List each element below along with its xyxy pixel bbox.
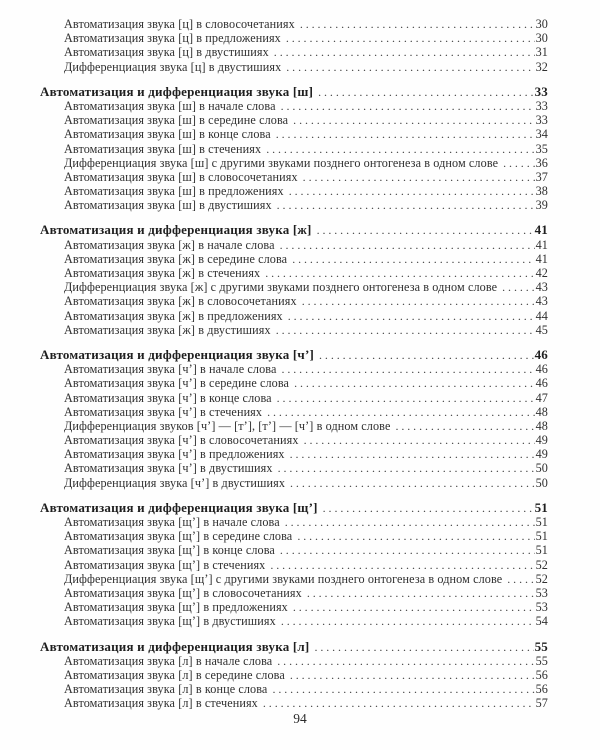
dot-leader [278,461,535,475]
toc-heading-page: 46 [534,346,548,362]
dot-leader [314,640,533,654]
dot-leader [281,362,534,376]
toc-entry [40,515,548,529]
toc-entry-page: 33 [535,113,548,128]
toc-entry-page: 53 [535,600,548,615]
toc-entry-page: 35 [535,141,548,156]
toc-entry-label: Автоматизация звука [ч’] в предложениях [64,447,285,462]
toc-entry-label: Автоматизация звука [ш] в двустишиях [64,198,272,213]
toc-entry-page: 57 [535,696,548,711]
toc-entry-page: 51 [535,515,548,529]
toc-heading-page: 41 [534,222,548,238]
toc-entry-label: Автоматизация звука [ш] в конце слова [64,127,271,142]
toc-entry-label: Автоматизация звука [щ’] в стечениях [64,557,266,572]
toc-entry-page: 51 [535,543,548,558]
dot-leader [277,391,535,405]
toc-heading-page: 33 [534,83,548,99]
dot-leader [265,266,534,280]
toc-heading-label: Автоматизация и дифференциация звука [ж] [40,222,312,238]
dot-leader [290,476,535,490]
toc-entry-page: 39 [535,198,548,213]
dot-leader [317,223,534,237]
dot-leader [277,198,535,212]
toc-entry-page: 56 [535,667,548,682]
toc-entry-label: Автоматизация звука [ж] в начале слова [64,237,275,252]
toc-entry [40,266,548,280]
toc-entry-label: Автоматизация звука [ч’] в начале слова [64,362,277,377]
dot-leader [304,433,535,447]
toc-entry-label: Автоматизация звука [л] в середине слова [64,667,285,682]
toc-section-heading [40,223,548,237]
toc-entry [40,362,548,376]
toc-entry-page: 51 [535,529,548,544]
toc-entry [40,668,548,682]
dot-leader [303,170,535,184]
toc-entry-page: 43 [535,294,548,309]
toc-entry-page: 54 [535,614,548,629]
toc-entry-label: Автоматизация звука [ж] в словосочетаниях [64,294,297,309]
dot-leader [276,323,535,337]
dot-leader [300,17,535,31]
toc-entry-label: Автоматизация звука [щ’] в предложениях [64,600,288,615]
toc-entry [40,294,548,308]
toc-section-ts [40,17,548,74]
toc-entry-page: 32 [535,59,548,74]
toc-entry [40,614,548,628]
dot-leader [277,654,534,668]
toc-entry-label: Дифференциация звука [ш] с другими звуками позднего онтогенеза в одном слове [64,155,499,170]
toc-entry-page: 44 [535,308,548,323]
toc-entry-page: 55 [535,653,548,668]
toc-entry-page: 45 [535,322,548,337]
dot-leader [307,586,535,600]
dot-leader [503,156,535,170]
dot-leader [289,184,535,198]
toc-entry [40,558,548,572]
toc-entry [40,543,548,557]
dot-leader [280,238,535,252]
toc-entry-page: 36 [535,155,548,170]
toc-entry-label: Автоматизация звука [щ’] в конце слова [64,543,275,558]
toc-entry-page: 42 [535,266,548,280]
toc-entry [40,419,548,433]
toc-entry [40,113,548,127]
dot-leader [395,419,534,433]
toc-entry-label: Автоматизация звука [ш] в начале слова [64,98,276,113]
toc-entry-page: 46 [535,376,548,391]
toc-entry-label: Автоматизация звука [л] в конце слова [64,682,268,697]
toc-entry-page: 41 [535,237,548,252]
dot-leader [280,543,535,557]
toc-heading-label: Автоматизация и дифференциация звука [л] [40,638,310,654]
toc-entry-label: Автоматизация звука [ч’] в конце слова [64,390,272,405]
toc-entry-page: 43 [535,280,548,295]
toc-entry [40,252,548,266]
toc-entry-label: Автоматизация звука [ж] в предложениях [64,308,283,323]
toc-entry-label: Дифференциация звуков [ч’] — [т’], [т’] — [ч’] в одном слове [64,418,391,433]
toc-entry-page: 41 [535,251,548,266]
dot-leader [281,614,535,628]
toc-heading-page: 55 [534,638,548,654]
toc-entry-page: 56 [535,682,548,697]
dot-leader [318,85,533,99]
dot-leader [290,447,535,461]
toc-entry [40,447,548,461]
toc-entry-label: Автоматизация звука [ц] в двустишиях [64,45,269,60]
dot-leader [293,600,535,614]
toc-entry [40,433,548,447]
toc-entry-label: Автоматизация звука [л] в начале слова [64,653,273,668]
dot-leader [323,501,534,515]
toc-section-zh [40,223,548,337]
toc-entry [40,376,548,390]
toc-entry-label: Автоматизация звука [щ’] в словосочетаниях [64,585,302,600]
toc-entry [40,198,548,212]
dot-leader [292,252,534,266]
toc-entry-page: 52 [535,557,548,572]
toc-heading-label: Автоматизация и дифференциация звука [ш] [40,83,314,99]
dot-leader [274,45,535,59]
table-of-contents [40,17,548,710]
dot-leader [263,696,535,710]
toc-entry-label: Автоматизация звука [ш] в предложениях [64,184,284,199]
toc-entry-label: Автоматизация звука [ч’] в словосочетаниях [64,433,299,448]
toc-entry-page: 30 [535,17,548,31]
toc-entry-label: Автоматизация звука [ж] в двустишиях [64,322,271,337]
toc-entry [40,476,548,490]
toc-section-sh [40,85,548,213]
toc-entry [40,529,548,543]
dot-leader [502,280,534,294]
toc-section-heading [40,85,548,99]
dot-leader [286,60,534,74]
dot-leader [288,309,535,323]
toc-entry-label: Автоматизация звука [ш] в стечениях [64,141,262,156]
toc-section-l [40,640,548,711]
toc-entry [40,696,548,710]
toc-entry-label: Автоматизация звука [ч’] в стечениях [64,404,263,419]
toc-section-ch [40,348,548,490]
toc-entry-page: 48 [535,404,548,419]
toc-entry-label: Автоматизация звука [ж] в середине слова [64,251,288,266]
toc-entry-page: 34 [535,127,548,142]
toc-entry-page: 31 [535,45,548,60]
dot-leader [276,127,535,141]
dot-leader [290,668,535,682]
toc-entry [40,184,548,198]
toc-entry-label: Дифференциация звука [щ’] с другими звуками позднего онтогенеза в одном слове [64,571,503,586]
toc-entry [40,586,548,600]
toc-entry-label: Автоматизация звука [ч’] в середине слова [64,376,290,391]
toc-entry [40,391,548,405]
toc-entry-label: Автоматизация звука [ц] в предложениях [64,31,281,46]
toc-section-heading [40,640,548,654]
toc-entry [40,600,548,614]
dot-leader [267,405,535,419]
toc-entry-page: 49 [535,433,548,448]
toc-entry [40,654,548,668]
toc-entry-page: 52 [535,571,548,586]
toc-entry-label: Автоматизация звука [л] в стечениях [64,696,258,711]
toc-entry-label: Дифференциация звука [ц] в двустишиях [64,59,282,74]
toc-entry [40,17,548,31]
dot-leader [297,529,534,543]
toc-entry [40,170,548,184]
toc-entry [40,682,548,696]
toc-entry-label: Дифференциация звука [ж] с другими звуками позднего онтогенеза в одном слове [64,280,498,295]
toc-entry-label: Автоматизация звука [щ’] в двустишиях [64,614,276,629]
toc-entry-page: 47 [535,390,548,405]
dot-leader [507,572,534,586]
toc-entry [40,461,548,475]
toc-heading-label: Автоматизация и дифференциация звука [щ’] [40,499,318,515]
toc-entry-label: Дифференциация звука [ч’] в двустишиях [64,475,286,490]
toc-section-heading [40,348,548,362]
toc-entry [40,572,548,586]
toc-entry [40,309,548,323]
toc-entry [40,323,548,337]
dot-leader [272,682,534,696]
toc-entry-label: Автоматизация звука [ш] в словосочетаниях [64,169,298,184]
toc-entry-page: 50 [535,475,548,490]
toc-entry-page: 37 [535,169,548,184]
page-number: 94 [293,711,307,726]
toc-entry-page: 33 [535,98,548,113]
toc-entry [40,280,548,294]
toc-entry [40,127,548,141]
dot-leader [319,348,534,362]
toc-entry [40,156,548,170]
toc-entry [40,60,548,74]
toc-entry-label: Автоматизация звука [ч’] в двустишиях [64,461,273,476]
toc-entry [40,31,548,45]
dot-leader [266,142,534,156]
toc-entry-page: 49 [535,447,548,462]
toc-entry-label: Автоматизация звука [ш] в середине слова [64,113,289,128]
dot-leader [270,558,534,572]
toc-heading-page: 51 [534,499,548,515]
dot-leader [286,31,535,45]
toc-entry [40,405,548,419]
toc-entry-page: 30 [535,31,548,46]
toc-heading-label: Автоматизация и дифференциация звука [ч’] [40,346,315,362]
toc-entry-page: 50 [535,461,548,476]
toc-entry [40,238,548,252]
dot-leader [302,294,535,308]
toc-entry-label: Автоматизация звука [ж] в стечениях [64,266,261,280]
toc-entry-page: 53 [535,585,548,600]
toc-section-shch [40,501,548,629]
toc-section-heading [40,501,548,515]
dot-leader [294,376,535,390]
toc-entry-label: Автоматизация звука [щ’] в начале слова [64,515,280,529]
dot-leader [285,515,535,529]
toc-entry-page: 46 [535,362,548,377]
toc-entry [40,142,548,156]
toc-entry-label: Автоматизация звука [щ’] в середине слова [64,529,293,544]
toc-entry-page: 38 [535,184,548,199]
toc-entry-page: 48 [535,418,548,433]
dot-leader [281,99,535,113]
dot-leader [293,113,534,127]
toc-entry [40,45,548,59]
toc-entry [40,99,548,113]
toc-entry-label: Автоматизация звука [ц] в словосочетаниях [64,17,295,31]
